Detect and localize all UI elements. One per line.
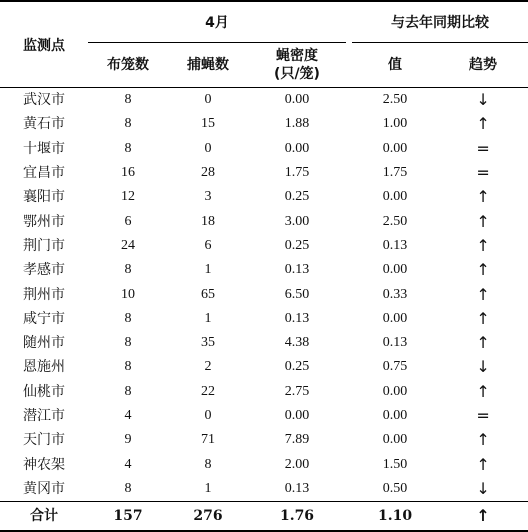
city-cell: 荆门市 [23, 237, 65, 254]
catches-cell: 1 [204, 480, 212, 496]
total-trend: ↑ [438, 502, 528, 532]
catches-cell: 1 [204, 310, 212, 326]
value-cell: 0.75 [382, 359, 408, 375]
catches-cell: 1 [204, 262, 212, 278]
catches-cell: 2 [204, 359, 212, 375]
catches-cell: 3 [204, 189, 212, 205]
april-group-header: 4月 [88, 1, 346, 43]
city-cell: 孝感市 [23, 262, 65, 279]
trend-cell: ↓ [476, 357, 490, 377]
catches-cell: 0 [204, 92, 212, 108]
table-row [0, 477, 528, 502]
traps-cell: 12 [121, 189, 135, 205]
table-row [0, 452, 528, 476]
density-cell: 1.88 [284, 116, 310, 132]
value-cell: 1.00 [382, 116, 408, 132]
city-cell: 荆州市 [23, 286, 65, 303]
density-cell: 0.25 [284, 359, 310, 375]
trend-header: 趋势 [438, 43, 528, 88]
station-header: 监测点 [0, 1, 88, 88]
catches-header: 捕蝇数 [168, 43, 248, 88]
density-cell: 0.25 [284, 189, 310, 205]
trend-cell: ↑ [476, 211, 490, 231]
trend-cell: ↑ [476, 333, 490, 353]
value-cell: 0.00 [382, 408, 408, 423]
density-cell: 1.75 [284, 165, 310, 181]
table-row [0, 185, 528, 209]
city-cell: 襄阳市 [23, 189, 65, 206]
catches-cell: 6 [204, 237, 212, 253]
catches-cell: 28 [201, 165, 215, 181]
density-cell: 0.13 [284, 310, 310, 326]
value-cell: 1.75 [382, 165, 408, 181]
total-row [0, 502, 528, 532]
value-cell: 0.00 [382, 189, 408, 205]
city-cell: 天门市 [23, 432, 65, 449]
traps-cell: 8 [124, 359, 132, 375]
total-density: 1.76 [248, 502, 346, 532]
density-cell: 0.00 [284, 140, 310, 156]
trend-cell: ↑ [476, 114, 490, 134]
table-row [0, 282, 528, 306]
trend-cell: ↑ [476, 381, 490, 401]
city-cell: 武汉市 [23, 92, 65, 109]
table-row [0, 112, 528, 136]
traps-cell: 24 [121, 237, 135, 253]
value-cell: 0.00 [382, 262, 408, 278]
density-cell: 2.75 [284, 383, 310, 399]
density-cell: 2.00 [284, 456, 310, 472]
value-header: 值 [352, 43, 438, 88]
value-cell: 0.00 [382, 310, 408, 326]
table-row [0, 88, 528, 113]
city-cell: 潜江市 [23, 408, 65, 424]
density-header-line1: 蝇密度 [276, 48, 319, 64]
traps-cell: 8 [124, 262, 132, 278]
table-header [0, 1, 528, 88]
compare-group-header: 与去年同期比较 [352, 1, 528, 43]
value-cell: 0.00 [382, 383, 408, 399]
traps-cell: 8 [124, 116, 132, 132]
density-cell: 3.00 [284, 213, 310, 229]
value-cell: 0.13 [382, 237, 408, 253]
table-row [0, 331, 528, 355]
value-cell: 1.50 [382, 456, 408, 472]
city-cell: 黄冈市 [23, 480, 65, 497]
traps-cell: 4 [124, 408, 132, 423]
city-cell: 仙桃市 [23, 383, 65, 400]
density-header [248, 43, 346, 88]
catches-cell: 65 [201, 286, 215, 302]
table-body [0, 88, 528, 502]
value-cell: 0.00 [382, 140, 408, 156]
value-cell: 0.33 [382, 286, 408, 302]
catches-cell: 18 [201, 213, 215, 229]
traps-cell: 8 [124, 383, 132, 399]
trend-cell: ↑ [476, 454, 490, 474]
value-cell: 2.50 [382, 213, 408, 229]
traps-cell: 10 [121, 286, 135, 302]
trend-cell: ↑ [476, 308, 490, 328]
density-cell: 6.50 [284, 286, 310, 302]
density-cell: 4.38 [284, 335, 310, 351]
city-cell: 十堰市 [23, 140, 65, 157]
density-cell: 0.13 [284, 480, 310, 496]
total-catches: 276 [168, 502, 248, 532]
traps-cell: 16 [121, 165, 135, 181]
value-cell: 0.13 [382, 335, 408, 351]
catches-cell: 22 [201, 383, 215, 399]
value-cell: 2.50 [382, 92, 408, 108]
catches-cell: 0 [204, 140, 212, 156]
catches-cell: 71 [201, 432, 215, 448]
table-row [0, 234, 528, 258]
density-cell: 7.89 [284, 432, 310, 448]
table-row [0, 380, 528, 404]
density-header-line2: (只/笼) [274, 66, 320, 82]
traps-header: 布笼数 [88, 43, 168, 88]
total-traps: 157 [88, 502, 168, 532]
city-cell: 鄂州市 [23, 213, 65, 230]
city-cell: 咸宁市 [23, 310, 65, 327]
traps-cell: 8 [124, 480, 132, 496]
density-cell: 0.00 [284, 92, 310, 108]
catches-cell: 15 [201, 116, 215, 132]
trend-cell: = [476, 163, 490, 183]
table-row [0, 137, 528, 161]
density-cell: 0.13 [284, 262, 310, 278]
density-cell: 0.00 [284, 408, 310, 423]
value-cell: 0.00 [382, 432, 408, 448]
trend-cell: ↑ [476, 187, 490, 207]
density-cell: 0.25 [284, 237, 310, 253]
traps-cell: 9 [124, 432, 132, 448]
trend-cell: ↑ [476, 260, 490, 280]
table-row [0, 161, 528, 185]
table-row [0, 307, 528, 331]
trend-cell: ↑ [476, 284, 490, 304]
trend-cell: = [476, 138, 490, 158]
traps-cell: 6 [124, 213, 132, 229]
catches-cell: 8 [204, 456, 212, 472]
city-cell: 黄石市 [23, 116, 65, 133]
table-footer [0, 502, 528, 532]
city-cell: 随州市 [23, 335, 65, 352]
total-label: 合计 [0, 502, 88, 532]
traps-cell: 8 [124, 335, 132, 351]
city-cell: 神农架 [23, 456, 65, 473]
table-row [0, 209, 528, 233]
trend-cell: ↓ [476, 90, 490, 110]
table-row [0, 404, 528, 428]
total-value: 1.10 [352, 502, 438, 532]
trend-cell: = [476, 406, 490, 425]
traps-cell: 8 [124, 310, 132, 326]
trend-cell: ↓ [476, 478, 490, 498]
value-cell: 0.50 [382, 480, 408, 496]
traps-cell: 8 [124, 92, 132, 108]
catches-cell: 35 [201, 335, 215, 351]
table-row [0, 428, 528, 452]
traps-cell: 8 [124, 140, 132, 156]
traps-cell: 4 [124, 456, 132, 472]
trend-cell: ↑ [476, 430, 490, 450]
trend-cell: ↑ [476, 235, 490, 255]
table-row [0, 258, 528, 282]
table-row [0, 355, 528, 379]
catches-cell: 0 [204, 408, 212, 423]
city-cell: 宜昌市 [23, 165, 65, 182]
city-cell: 恩施州 [23, 359, 65, 376]
